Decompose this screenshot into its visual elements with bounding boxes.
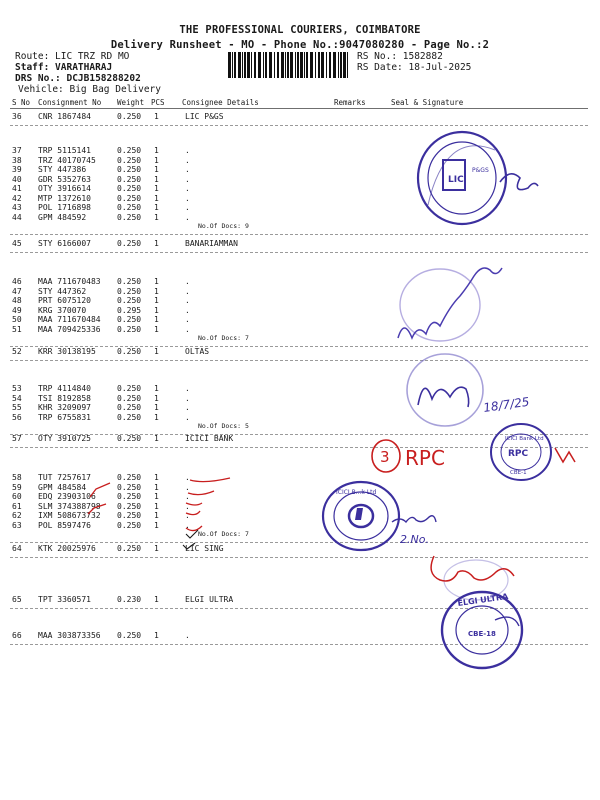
row-consignee: LIC SING [185,544,224,553]
row-consignment: STY 447362 [38,286,87,296]
row-weight: 0.250 [117,412,142,422]
row-consignee: . [185,155,190,165]
row-pcs: 1 [154,155,159,165]
row-sno: 39 [12,165,22,174]
row-consignee: . [185,412,190,422]
row-consignment: KTK 20025976 [38,544,96,553]
row-weight: 0.250 [117,277,142,286]
row-sno: 41 [12,184,22,193]
row-pcs: 1 [154,315,159,324]
row-weight: 0.250 [117,286,142,296]
row-pcs: 1 [154,631,159,640]
row-consignment: CNR 1867484 [38,112,91,121]
svg-text:RPC: RPC [508,449,529,459]
row-consignment: GPM 484592 [38,212,87,222]
row-consignment: STY 6166007 [38,239,91,248]
row-pcs: 1 [154,296,159,305]
row-weight: 0.250 [117,146,142,155]
row-sno: 38 [12,155,22,165]
row-pcs: 1 [154,393,159,403]
row-pcs: 1 [154,434,159,443]
lic-stamp [418,132,538,224]
row-sno: 57 [12,434,22,443]
col-consignee: Consignee Details [182,98,259,107]
row-sno: 51 [12,324,22,334]
row-weight: 0.250 [117,324,142,334]
row-consignee: OLTAS [185,347,210,356]
row-sno: 53 [12,384,22,393]
row-consignment: OTY 3916614 [38,184,91,193]
row-weight: 0.250 [117,393,142,403]
row-consignment: POL 1716898 [38,203,91,212]
row-consignment: MAA 709425336 [38,324,101,334]
row-weight: 0.250 [117,184,142,193]
banariamman-signature [398,268,502,341]
row-consignment: OTY 3910725 [38,434,91,443]
icici-transaction-stamp [323,482,399,550]
icici-rpc-stamp [491,424,575,480]
date-handwriting: 18/7/25 [482,394,531,415]
row-consignment: KRG 370070 [38,305,87,315]
row-consignee: . [185,305,190,315]
row-weight: 0.250 [117,203,142,212]
col-weight: Weight [117,98,145,107]
svg-text:CBE-1: CBE-1 [510,470,527,476]
row-pcs: 1 [154,324,159,334]
row-pcs: 1 [154,384,159,393]
row-consignee: . [185,277,190,286]
oltas-signature [407,354,483,426]
row-pcs: 1 [154,492,159,501]
red-tick-marks [88,478,230,531]
row-consignee: . [185,165,190,174]
svg-text:RPC: RPC [405,446,445,470]
row-consignee: . [185,193,190,203]
row-consignment: POL 8597476 [38,520,91,530]
row-weight: 0.295 [117,305,142,315]
staff-label: Staff: VARATHARAJ [15,62,113,73]
vehicle-label: Vehicle: Big Bag Delivery [18,84,161,95]
row-pcs: 1 [154,511,159,520]
row-weight: 0.250 [117,434,142,443]
row-consignee: LIC P&GS [185,112,224,121]
two-no-handwriting: 2.No. [400,533,429,546]
row-pcs: 1 [154,212,159,222]
docs-count: No.Of Docs: 7 [198,333,249,342]
row-consignment: KRR 30138195 [38,347,96,356]
row-sno: 44 [12,212,22,222]
row-pcs: 1 [154,146,159,155]
row-sno: 65 [12,595,22,604]
row-pcs: 1 [154,239,159,248]
svg-text:LIC: LIC [448,175,464,185]
row-weight: 0.250 [117,239,142,248]
row-pcs: 1 [154,277,159,286]
row-pcs: 1 [154,165,159,174]
row-pcs: 1 [154,482,159,492]
row-weight: 0.250 [117,165,142,174]
row-consignment: TUT 7257617 [38,473,91,482]
row-consignee: . [185,174,190,184]
route-label: Route: LIC TRZ RD MO [15,51,130,62]
row-sno: 63 [12,520,22,530]
col-seal-signature: Seal & Signature [391,98,464,107]
svg-text:ICICI B...k Ltd: ICICI B...k Ltd [336,489,377,496]
row-weight: 0.250 [117,473,142,482]
row-consignee: . [185,324,190,334]
row-consignment: SLM 374388798 [38,501,101,511]
row-sno: 42 [12,193,22,203]
row-pcs: 1 [154,193,159,203]
row-sno: 36 [12,112,22,121]
row-sno: 60 [12,492,22,501]
col-remarks: Remarks [334,98,366,107]
row-consignment: TPT 3360571 [38,595,91,604]
row-sno: 52 [12,347,22,356]
row-pcs: 1 [154,412,159,422]
row-sno: 46 [12,277,22,286]
svg-text:P&GS: P&GS [472,167,489,174]
row-consignee: BANARIAMMAN [185,239,238,248]
docs-count: No.Of Docs: 5 [198,421,249,430]
row-consignment: STY 447386 [38,165,87,174]
row-weight: 0.250 [117,520,142,530]
row-sno: 58 [12,473,22,482]
row-weight: 0.250 [117,112,142,121]
page-subtitle: Delivery Runsheet - MO - Phone No.:9047080280 - Page No.:2 [110,39,490,51]
row-sno: 40 [12,174,22,184]
row-weight: 0.250 [117,384,142,393]
row-consignment: MAA 711670484 [38,315,101,324]
row-pcs: 1 [154,112,159,121]
row-pcs: 1 [154,305,159,315]
elgi-stamp [442,592,522,668]
row-weight: 0.250 [117,347,142,356]
row-sno: 56 [12,412,22,422]
docs-count: No.Of Docs: 7 [198,529,249,538]
row-sno: 45 [12,239,22,248]
row-weight: 0.230 [117,595,142,604]
row-consignee: . [185,286,190,296]
row-pcs: 1 [154,286,159,296]
row-pcs: 1 [154,544,159,553]
row-pcs: 1 [154,184,159,193]
row-pcs: 1 [154,347,159,356]
row-sno: 48 [12,296,22,305]
row-pcs: 1 [154,174,159,184]
row-consignee: . [185,501,190,511]
row-consignee: . [185,473,190,482]
row-weight: 0.250 [117,315,142,324]
row-consignment: MAA 711670483 [38,277,101,286]
row-consignment: GPM 484584 [38,482,87,492]
row-pcs: 1 [154,595,159,604]
row-pcs: 1 [154,520,159,530]
row-weight: 0.250 [117,212,142,222]
row-sno: 43 [12,203,22,212]
rs-date-label: RS Date: 18-Jul-2025 [357,62,472,73]
docs-count: No.Of Docs: 9 [198,221,249,230]
row-sno: 47 [12,286,22,296]
row-consignment: EDQ 23903106 [38,492,96,501]
row-sno: 54 [12,393,22,403]
row-sno: 50 [12,315,22,324]
col-consignment: Consignment No [38,98,102,107]
row-sno: 49 [12,305,22,315]
row-weight: 0.250 [117,501,142,511]
tick-marks-black [183,530,198,549]
row-consignment: IXM 508673732 [38,511,101,520]
row-sno: 61 [12,501,22,511]
row-consignment: TRP 4114840 [38,384,91,393]
row-sno: 59 [12,482,22,492]
row-consignee: . [185,384,190,393]
page-title: THE PROFESSIONAL COURIERS, COIMBATORE [179,24,421,36]
row-weight: 0.250 [117,403,142,412]
svg-text:ICICI Bank Ltd: ICICI Bank Ltd [505,436,544,442]
row-consignment: GDR 5352763 [38,174,91,184]
row-sno: 64 [12,544,22,553]
rs-no-label: RS No.: 1582882 [357,51,443,62]
row-consignee: . [185,146,190,155]
row-consignee: . [185,212,190,222]
col-pcs: PCS [151,98,165,107]
row-weight: 0.250 [117,174,142,184]
row-sno: 37 [12,146,22,155]
row-consignee: . [185,315,190,324]
row-weight: 0.250 [117,511,142,520]
row-consignee: . [185,296,190,305]
svg-text:CBE-18: CBE-18 [468,630,496,638]
row-consignee: . [185,511,190,520]
row-consignment: KHR 3209097 [38,403,91,412]
svg-text:ELGI ULTRA: ELGI ULTRA [457,591,509,608]
svg-text:3: 3 [380,448,390,466]
row-pcs: 1 [154,501,159,511]
row-consignee: . [185,492,190,501]
rpc-handwriting [372,440,445,472]
row-consignment: MTP 1372610 [38,193,91,203]
row-consignee: . [185,482,190,492]
row-pcs: 1 [154,203,159,212]
row-consignment: TRP 5115141 [38,146,91,155]
row-consignee: . [185,184,190,193]
col-sno: S No [12,98,31,107]
row-consignment: TRZ 40170745 [38,155,96,165]
row-weight: 0.250 [117,492,142,501]
row-sno: 62 [12,511,22,520]
row-consignee: . [185,520,190,530]
row-weight: 0.250 [117,631,142,640]
row-consignment: MAA 303873356 [38,631,101,640]
row-consignment: TSI 8192858 [38,393,91,403]
row-consignment: PRT 6075120 [38,296,91,305]
row-weight: 0.250 [117,544,142,553]
row-consignee: . [185,393,190,403]
row-sno: 66 [12,631,22,640]
row-consignee: . [185,631,190,640]
row-weight: 0.250 [117,155,142,165]
row-consignee: . [185,203,190,212]
row-consignee: . [185,403,190,412]
row-consignment: TRP 6755831 [38,412,91,422]
row-consignee: ICICI BANK [185,434,234,443]
drs-label: DRS No.: DCJB158288202 [15,73,141,84]
row-pcs: 1 [154,473,159,482]
row-pcs: 1 [154,403,159,412]
row-sno: 55 [12,403,22,412]
row-weight: 0.250 [117,482,142,492]
row-weight: 0.250 [117,193,142,203]
row-weight: 0.250 [117,296,142,305]
row-consignee: ELGI ULTRA [185,595,234,604]
